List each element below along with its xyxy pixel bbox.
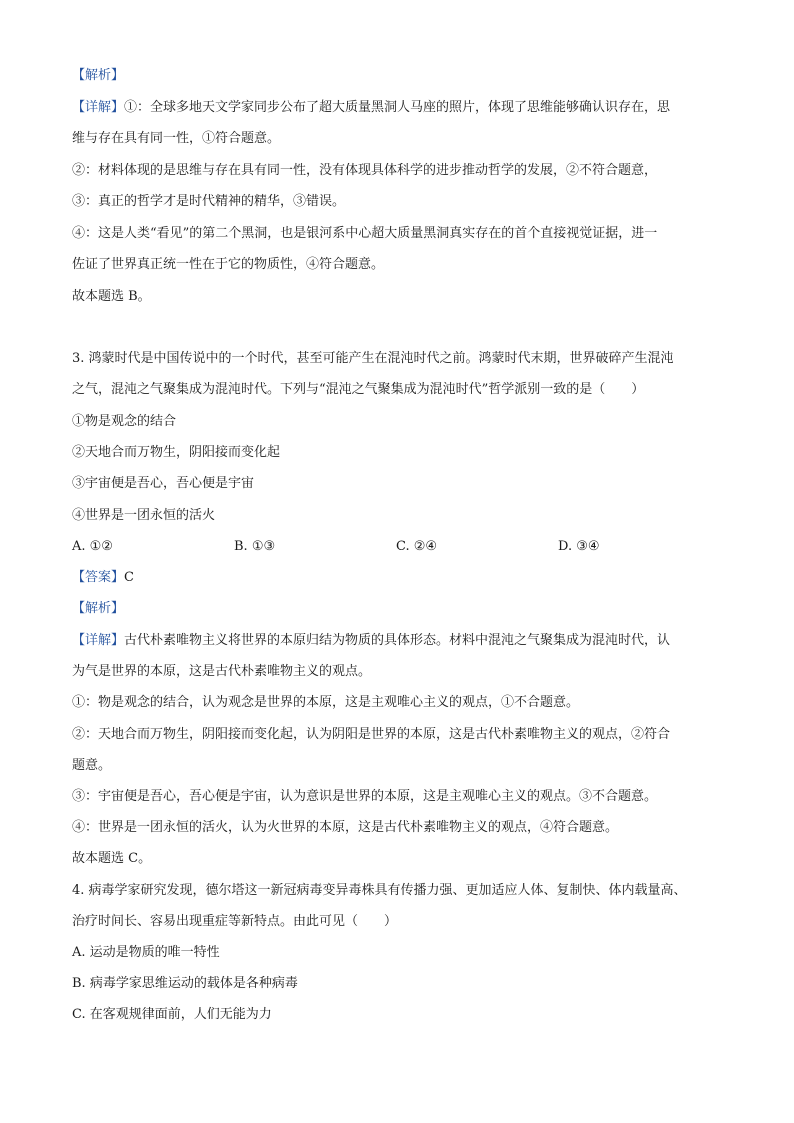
question-stem: 3. 鸿蒙时代是中国传说中的一个时代，甚至可能产生在混沌时代之前。鸿蒙时代末期，世界破碎产生混沌 xyxy=(72,351,674,366)
detail-heading: 【详解】 xyxy=(72,633,125,648)
detail-text: ①：全球多地天文学家同步公布了超大质量黑洞人马座的照片，体现了思 xyxy=(124,100,541,115)
option-a: A. 运动是物质的唯一特性 xyxy=(72,945,220,960)
answer-line xyxy=(72,569,134,587)
analysis-heading: 【解析】 xyxy=(72,601,125,616)
detail-paragraph-line xyxy=(72,99,670,117)
detail-paragraph-line: 维与存在具有同一性，①符合题意。 xyxy=(72,131,281,146)
detail-text: 古代朴素唯物主义将世界的本原归结为物质的具体形态。材料中混沌之气聚集成为混沌时代，认 xyxy=(124,633,671,648)
option-b: B. 病毒学家思维运动的载体是各种病毒 xyxy=(72,976,298,991)
analysis-point-4: ④：这是人类“看见”的第二个黑洞，也是银河系中心超大质量黑洞真实存在的首个直接视觉证据，进一 xyxy=(72,226,658,241)
analysis-point-4-cont: 佐证了世界真正统一性在于它的物质性，④符合题意。 xyxy=(72,257,385,272)
option-c: C. 在客观规律面前，人们无能为力 xyxy=(72,1007,272,1022)
analysis-point-2: ②：材料体现的是思维与存在具有同一性，没有体现具体科学的进步推动哲学的发展，②不符合题意， xyxy=(72,163,658,178)
analysis-point-4: ④：世界是一团永恒的活火，认为火世界的本原，这是古代朴素唯物主义的观点，④符合题意。 xyxy=(72,820,619,835)
statement-item: ④世界是一团永恒的活火 xyxy=(72,508,216,523)
detail-paragraph-line xyxy=(72,632,670,650)
statement-item: ③宇宙便是吾心，吾心便是宇宙 xyxy=(72,476,255,491)
option-a: A. ①② xyxy=(72,539,113,554)
answer-value: C xyxy=(124,570,134,585)
question-stem: 4. 病毒学家研究发现，德尔塔这一新冠病毒变异毒株具有传播力强、更加适应人体、复制快、体内载量高、 xyxy=(72,883,687,898)
option-b: B. ①③ xyxy=(234,539,276,554)
analysis-point-3: ③：宇宙便是吾心，吾心便是宇宙，认为意识是世界的本原，这是主观唯心主义的观点。③不合题意。 xyxy=(72,789,658,804)
option-c: C. ②④ xyxy=(396,539,438,554)
question-stem-cont: 治疗时间长、容易出现重症等新特点。由此可见（ ） xyxy=(72,914,398,929)
detail-paragraph-line: 为气是世界的本原，这是古代朴素唯物主义的观点。 xyxy=(72,664,372,679)
statement-item: ②天地合而万物生，阴阳接而变化起 xyxy=(72,445,281,460)
conclusion: 故本题选 B。 xyxy=(72,289,151,304)
analysis-point-3: ③：真正的哲学才是时代精神的精华，③错误。 xyxy=(72,194,346,209)
conclusion: 故本题选 C。 xyxy=(72,851,152,866)
detail-text-tail: 维能够确认识存在，思 xyxy=(540,100,671,115)
question-stem-cont: 之气，混沌之气聚集成为混沌时代。下列与“混沌之气聚集成为混沌时代”哲学派别一致的是（ ） xyxy=(72,382,645,397)
analysis-point-1: ①：物是观念的结合，认为观念是世界的本原，这是主观唯心主义的观点，①不合题意。 xyxy=(72,695,580,710)
detail-heading: 【详解】 xyxy=(72,100,125,115)
option-d: D. ③④ xyxy=(558,539,600,554)
analysis-heading: 【解析】 xyxy=(72,68,125,83)
analysis-point-2-cont: 题意。 xyxy=(72,758,112,773)
answer-heading: 【答案】 xyxy=(72,570,125,585)
statement-item: ①物是观念的结合 xyxy=(72,414,177,429)
analysis-point-2: ②：天地合而万物生，阴阳接而变化起，认为阴阳是世界的本原，这是古代朴素唯物主义的观点，②符合 xyxy=(72,727,671,742)
